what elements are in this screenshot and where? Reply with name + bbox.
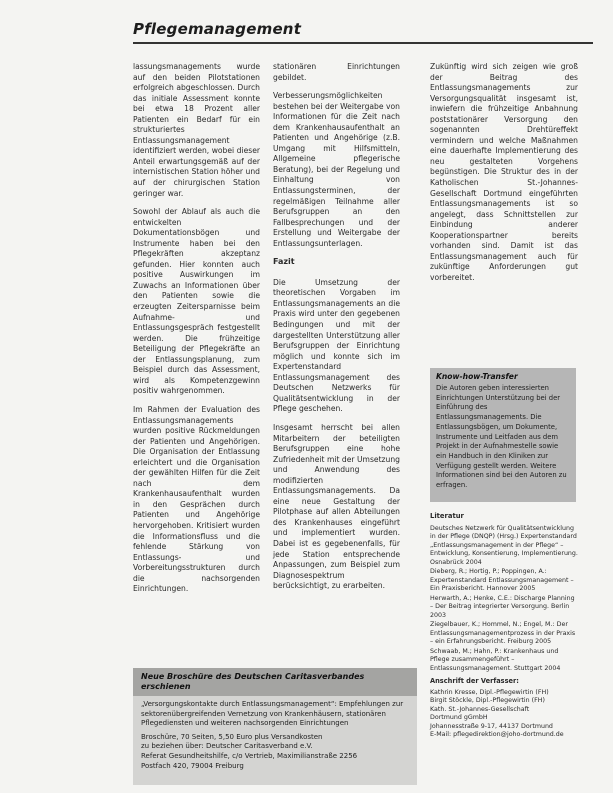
brochure-description: „Versorgungskontakte durch Entlassungsmanagement“: Empfehlungen zur sektorenübergreifenden Vernetzung von Krankenhäusern, stationären Pflegediensten und weiteren nachsorgenden Einrichtungen <box>141 700 404 728</box>
reference-item: Herwarth, A.; Henke, C.E.: Discharge Planning – Der Beitrag integrierter Versorgung. Berlin 2003 <box>430 594 575 619</box>
brochure-detail: zu beziehen über: Deutscher Caritasverband e.V. <box>141 742 313 751</box>
brochure-detail: Referat Gesundheitshilfe, c/o Vertrieb, Maximilianstraße 2256 <box>141 751 358 760</box>
section-heading-fazit: Fazit <box>273 257 295 267</box>
box-text: Die Autoren geben interessierten Einrichtungen Unterstützung bei der Einführung des Entlassungsmanagements. Die Entlassungsbögen, um Dokumente, Instrumente und Leitfaden aus dem Projekt in der Aufnahmestelle sowie ein Handbuch in den Kliniken zur Verfügung gestellt werden. Weitere Informationen sind bei den Autoren zu erfragen. <box>436 384 567 490</box>
address-line: Dortmund gGmbH <box>430 714 488 721</box>
brochure-detail: Broschüre, 70 Seiten, 5,50 Euro plus Versandkosten <box>141 732 323 741</box>
page-header <box>133 18 533 44</box>
paragraph: stationären Einrichtungen gebildet. <box>273 62 400 82</box>
paragraph: Die Umsetzung der theoretischen Vorgaben im Entlassungsmanagements an die Praxis wird unter den gegebenen Bedingungen und mit der dargestellten Unterstützung aller Berufsgruppen der Einrichtung möglich und konnte sich im Expertenstandard Entlassungsmanagement des Deutschen Netzwerks für Qualitätsentwicklung in der Pflege geschehen. <box>273 277 400 414</box>
text-column-1 <box>133 62 260 603</box>
box-title: Know-how-Transfer <box>436 372 518 381</box>
paragraph: Insgesamt herrscht bei allen Mitarbeitern der beteiligten Berufsgruppen eine hohe Zufriedenheit mit der Umsetzung und Anwendung des modifizierten Entlassungsmanagements. Da eine neue Gestaltung der Pilotphase auf allen Abteilungen des Krankenhauses eingeführt und implementiert wurden. Dabei ist es gegebenenfalls, für jede Station entsprechende Anpassungen, zum Beispiel zum Diagnosespektrum berücksichtigt, zu erarbeiten. <box>273 422 400 591</box>
paragraph: Im Rahmen der Evaluation des Entlassungsmanagements wurden positive Rückmeldungen der Patienten und Angehörigen. Die Organisation der Entlassung erleichtert und die Organisation der gewählten Hilfen für die Zeit nach dem Krankenhausaufenthalt wurden in den Gesprächen durch Patienten und Angehörige hervorgehoben. Kritisiert wurden die Informationsfluss und die fehlende Stärkung von Entlassungs- und Vorbereitungsstrukturen durch die nachsorgenden Einrichtungen. <box>133 404 260 594</box>
brochure-announcement <box>133 668 417 785</box>
literature-heading: Literatur <box>430 512 464 520</box>
address-line: Johannesstraße 9-17, 44137 Dortmund <box>430 722 553 730</box>
literature-list <box>430 512 578 674</box>
reference-item: Ziegelbauer, K.; Hommel, N.; Engel, M.: Der Entlassungsmanagementprozess in der Praxis – ein Erfahrungsbericht. Freiburg 2005 <box>430 621 576 645</box>
know-how-transfer-box <box>430 368 576 502</box>
brochure-detail: Postfach 420, 79004 Freiburg <box>141 761 244 770</box>
reference-item: Dieberg, R.; Hortig, P.; Poppingen, A.: Expertenstandard Entlassungsmanagement – Ein Praxisbericht. Hannover 2005 <box>430 568 574 592</box>
paragraph: Sowohl der Ablauf als auch die entwickelten Dokumentationsbögen und Instrumente haben bei den Pflegekräften akzeptanz gefunden. Hier konnten auch positive Auswirkungen im Zuwachs an Informationen über den Patienten sowie die erzeugten Zeitersparnisse beim Aufnahme- und Entlassungsgespräch festgestellt werden. Die frühzeitige Beteiligung der Pflegekräfte an der Entlassungsplanung, zum Beispiel durch das Assessment, wird als Kompetenzgewinn positiv wahrgenommen. <box>133 207 260 396</box>
address-line: E-Mail: pflegedirektion@joho-dortmund.de <box>430 731 564 738</box>
address-line: Kathrin Kresse, Dipl.-Pflegewirtin (FH) <box>430 688 549 696</box>
paragraph: lassungsmanagements wurde auf den beiden Pilotstationen erfolgreich abgeschlossen. Durch das initiale Assessment konnte bei etwa 18 Prozent aller Patienten ein Bedarf für ein strukturiertes Entlassungsmanagement identifiziert werden, wobei dieser Anteil erwartungsgemäß auf der internistischen Station höher und auf der chirurgischen Station geringer war. <box>133 62 260 198</box>
author-address-heading: Anschrift der Verfasser: <box>430 677 519 685</box>
reference-item: Deutsches Netzwerk für Qualitätsentwicklung in der Pflege (DNQP) (Hrsg.) Expertenstandard „Entlassungsmanagement in der Pflege“ – Entwicklung, Konsentierung, Implementierung. Osnabrück 2004 <box>430 524 578 566</box>
text-column-3 <box>430 62 578 291</box>
section-title: Pflegemanagement <box>133 20 302 38</box>
brochure-heading: Neue Broschüre des Deutschen Caritasverbandes erschienen <box>133 668 417 696</box>
brochure-body <box>133 696 417 775</box>
address-line: Kath. St.-Johannes-Gesellschaft <box>430 705 530 713</box>
text-column-2 <box>273 62 400 600</box>
address-line: Birgit Stöckle, Dipl.-Pflegewirtin (FH) <box>430 697 545 704</box>
paragraph: Zukünftig wird sich zeigen wie groß der Beitrag des Entlassungsmanagements zur Versorgungsqualität insgesamt ist, inwiefern die frühzeitige Anbahnung poststationärer Versorgung den sogenannten Drehtüreffekt vermindern und welche Maßnahmen eine dauerhafte Implementierung des neu gestalteten Vorgehens begünstigen. Die Struktur des in der Katholischen St.-Johannes-Gesellschaft Dortmund eingeführten Entlassungsmanagements ist so angelegt, dass Schnittstellen zur Einbindung anderer Kooperationspartner bereits vorhanden sind. Damit ist das Entlassungsmanagement auch für zukünftige Anforderungen gut vorbereitet. <box>430 62 578 282</box>
author-address <box>430 677 578 740</box>
paragraph: Verbesserungsmöglichkeiten bestehen bei der Weitergabe von Informationen für die Zeit nach dem Krankenhausaufenthalt an Patienten und Angehörige (z.B. Umgang mit Hilfsmitteln, Allgemeine pflegerische Beratung), bei der Regelung und Einhaltung von Entlassungsterminen, der regelmäßigen Teilnahme aller Berufsgruppen an den Fallbesprechungen und der Erstellung und Weitergabe der Entlassungsunterlagen. <box>273 91 400 248</box>
header-rule <box>133 42 593 44</box>
reference-item: Schwaab, M.; Hahn, P.: Krankenhaus und Pflege zusammengeführt – Entlassungsmanagement. Stuttgart 2004 <box>430 647 561 672</box>
